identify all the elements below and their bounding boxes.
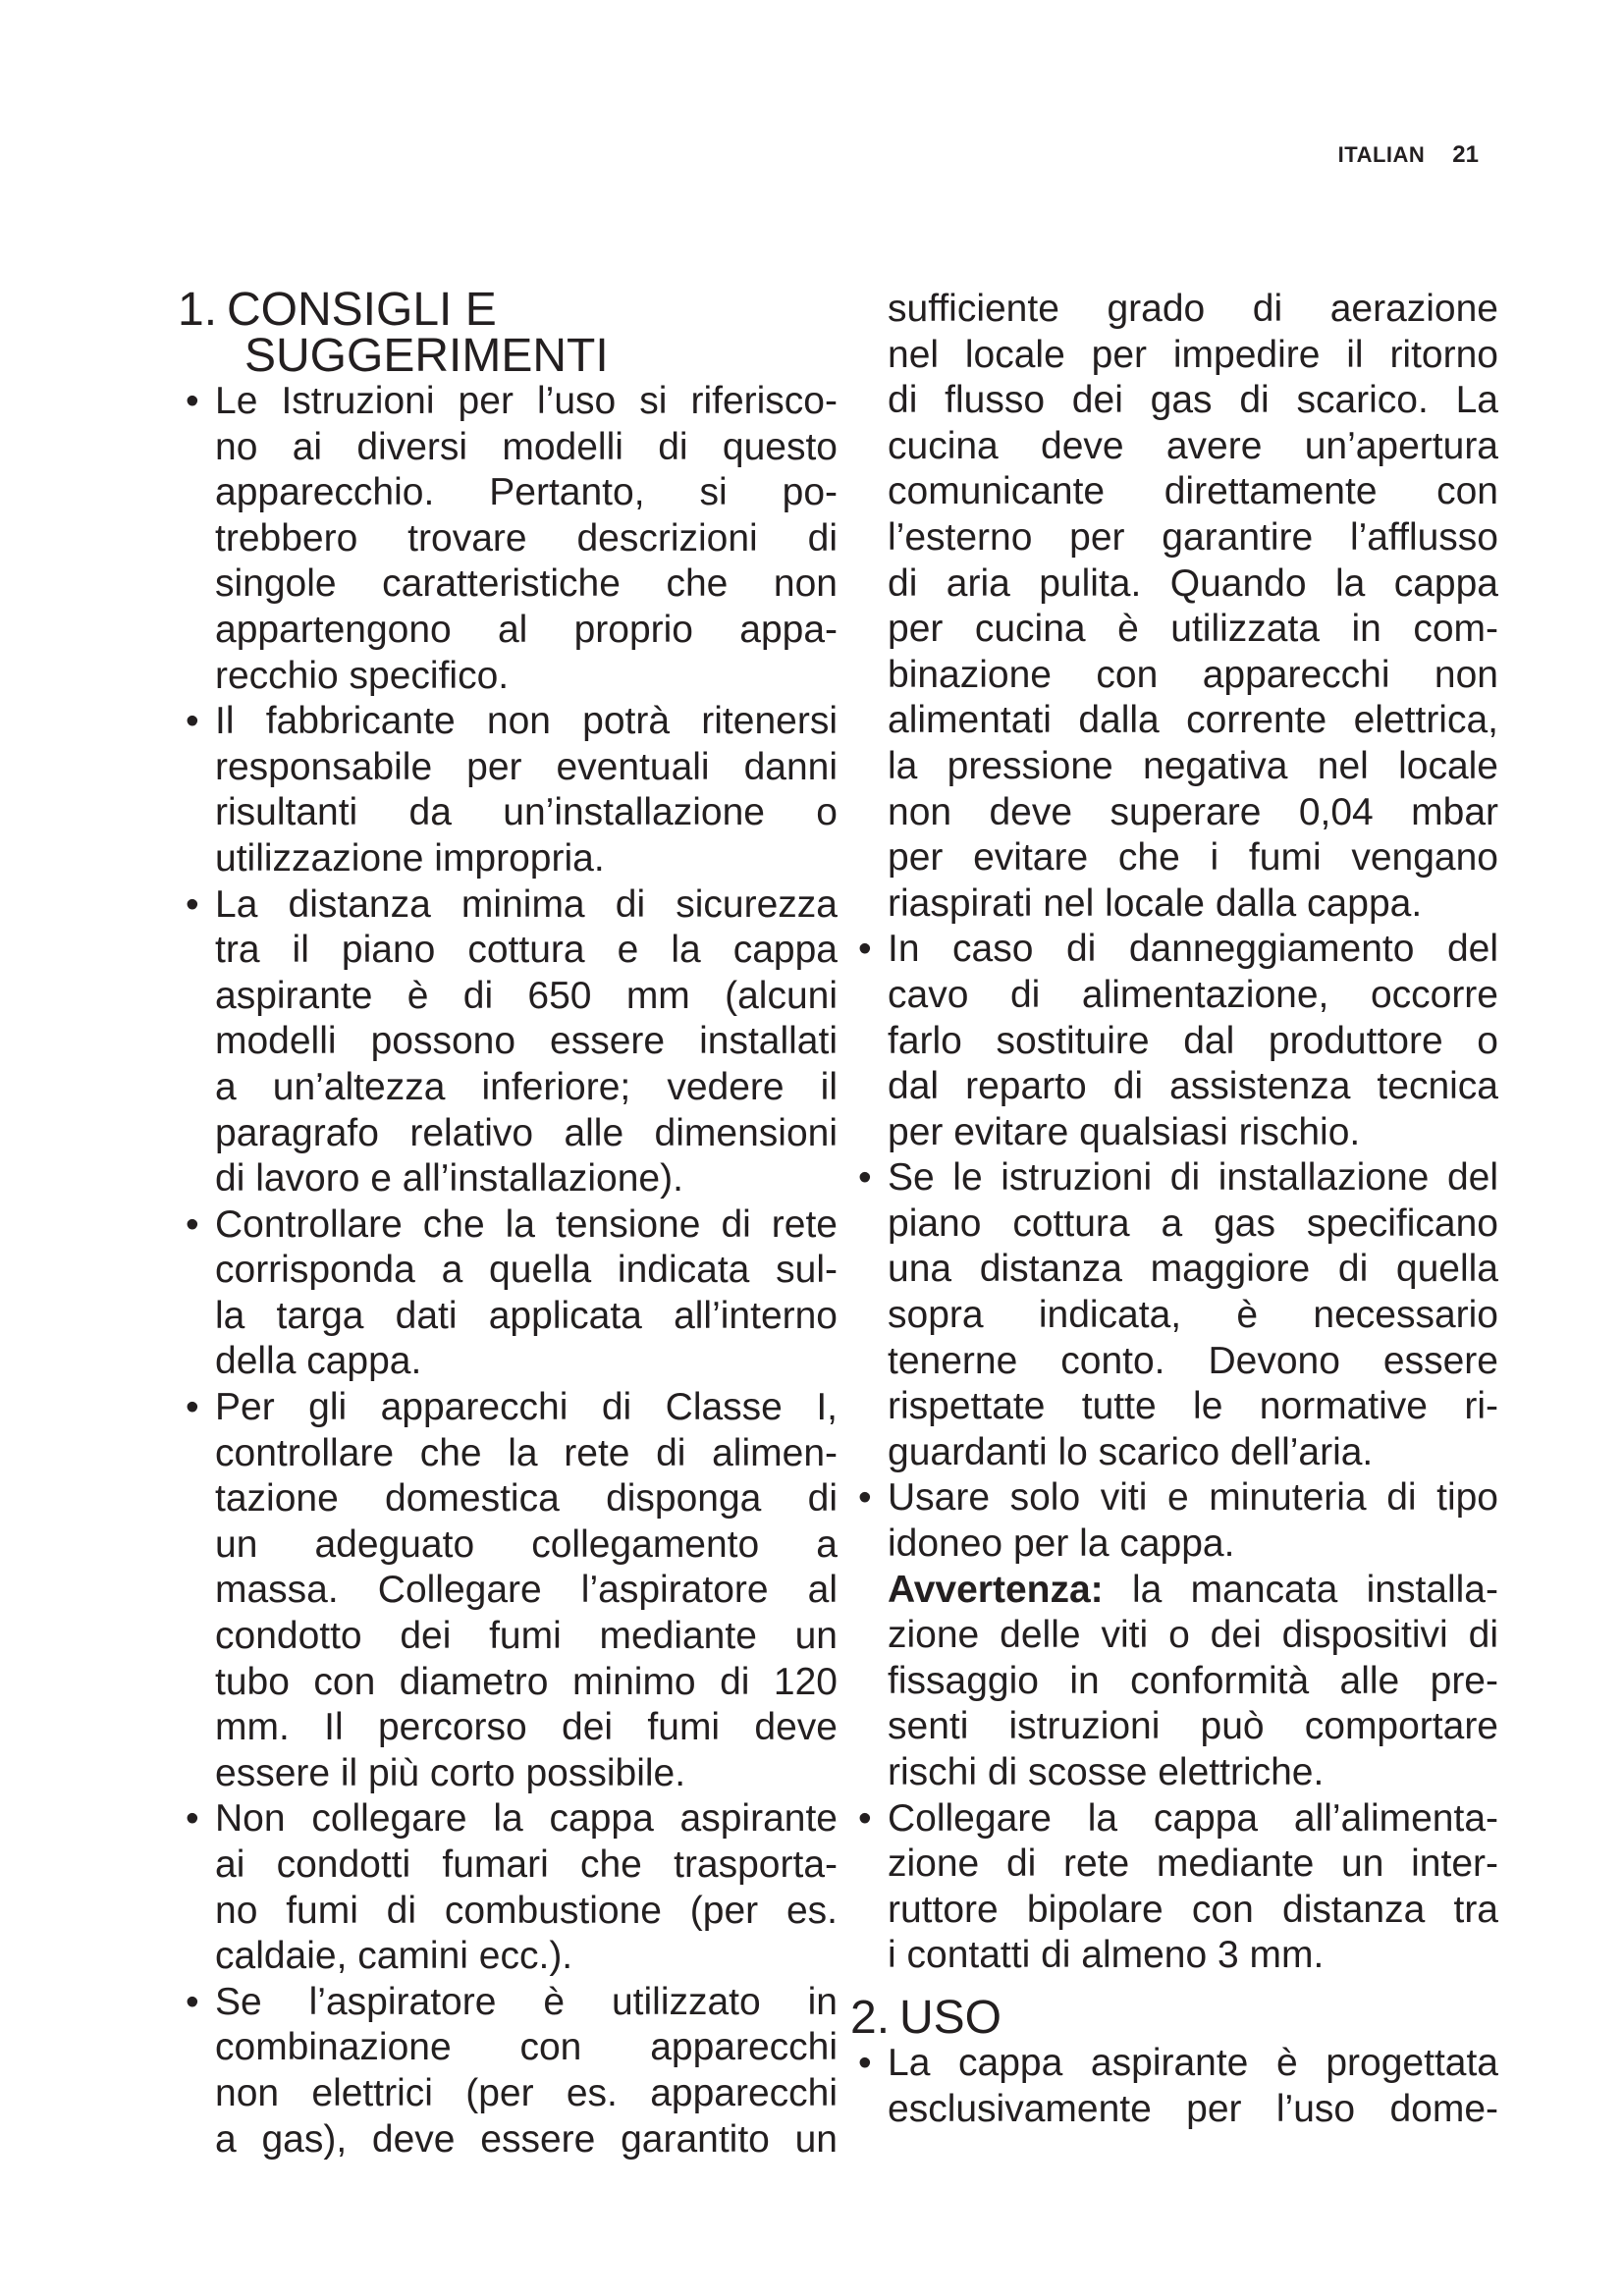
bullet-item xyxy=(850,1155,1498,1475)
continued-paragraph xyxy=(850,287,1498,927)
text-line: esclusivamente per l’uso dome- xyxy=(888,2087,1498,2130)
bullet-item xyxy=(850,927,1498,1155)
warning-first-line: la mancata installa- xyxy=(1103,1568,1498,1611)
page-header xyxy=(1338,141,1479,169)
text-line: no fumi di combustione (per es. xyxy=(215,1889,838,1932)
text-line: non elettrici (per es. apparecchi xyxy=(215,2071,838,2114)
text-line: paragrafo relativo alle dimensioni xyxy=(215,1111,838,1154)
text-line: a un’altezza inferiore; vedere il xyxy=(215,1065,838,1108)
text-line: tra il piano cottura e la cappa xyxy=(215,929,838,972)
warning-label: Avvertenza: xyxy=(888,1568,1104,1611)
section-2-heading xyxy=(850,1991,1498,2044)
text-line: controllare che la rete di alimen- xyxy=(215,1431,838,1474)
text-line: sufficiente grado di aerazione xyxy=(888,288,1498,330)
text-line: aspirante è di 650 mm (alcuni xyxy=(215,974,838,1017)
text-line: ruttore bipolare con distanza tra xyxy=(888,1888,1498,1931)
bullet-icon: • xyxy=(858,1476,872,1520)
right-column xyxy=(850,287,1498,2132)
text-line: i contatti di almeno 3 mm. xyxy=(888,1934,1325,1977)
text-line: riaspirati nel locale dalla cappa. xyxy=(888,881,1423,925)
section-1-heading xyxy=(178,284,838,382)
text-line: combinazione con apparecchi xyxy=(215,2026,838,2069)
text-line: di flusso dei gas di scarico. La xyxy=(888,379,1498,422)
text-line: dal reparto di assistenza tecnica xyxy=(888,1065,1498,1108)
warning-paragraph xyxy=(850,1568,1498,1796)
text-line: appartengono al proprio appa- xyxy=(215,608,838,651)
text-line: la targa dati applicata all’interno xyxy=(215,1294,838,1337)
text-line: corrisponda a quella indicata sul- xyxy=(215,1249,838,1292)
text-line: zione delle viti o dei dispositivi di xyxy=(888,1614,1498,1657)
text-line: ai condotti fumari che trasporta- xyxy=(215,1843,838,1886)
text-line: risultanti da un’installazione o xyxy=(215,791,838,834)
text-line: senti istruzioni può comportare xyxy=(888,1705,1498,1748)
text-line: utilizzazione impropria. xyxy=(215,836,605,880)
bullet-item xyxy=(178,1202,838,1385)
bullet-item xyxy=(178,699,838,881)
text-line: La distanza minima di sicurezza xyxy=(215,882,838,926)
text-line: tenerne conto. Devono essere xyxy=(888,1339,1498,1382)
text-line: non deve superare 0,04 mbar xyxy=(888,790,1498,833)
text-line: tazione domestica disponga di xyxy=(215,1477,838,1521)
text-line: rischi di scosse elettriche. xyxy=(888,1751,1325,1793)
text-line: Se l’aspiratore è utilizzato in xyxy=(215,1980,838,2023)
text-line: fissaggio in conformità alle pre- xyxy=(888,1659,1498,1702)
text-line: alimentati dalla corrente elettrica, xyxy=(888,699,1498,742)
bullet-icon: • xyxy=(186,700,199,743)
bullet-icon: • xyxy=(186,1202,199,1246)
text-line: di aria pulita. Quando la cappa xyxy=(888,561,1498,605)
text-line: Per gli apparecchi di Classe I, xyxy=(215,1386,838,1429)
text-line: piano cottura a gas specificano xyxy=(888,1201,1498,1245)
bullet-item xyxy=(178,882,838,1202)
text-line: Le Istruzioni per l’uso si riferisco- xyxy=(215,380,838,422)
text-line: caldaie, camini ecc.). xyxy=(215,1935,573,1978)
text-line: massa. Collegare l’aspiratore al xyxy=(215,1569,838,1612)
section-2-bullet-list xyxy=(850,2041,1498,2132)
section-1-number: 1. xyxy=(178,284,218,336)
text-line: a gas), deve essere garantito un xyxy=(215,2117,838,2161)
bullet-icon: • xyxy=(858,1796,872,1840)
text-line: idoneo per la cappa. xyxy=(888,1522,1235,1566)
text-line: rispettate tutte le normative ri- xyxy=(888,1385,1498,1428)
bullet-icon: • xyxy=(858,928,872,971)
text-line: modelli possono essere installati xyxy=(215,1020,838,1063)
bullet-icon: • xyxy=(186,882,199,926)
text-line: nel locale per impedire il ritorno xyxy=(888,333,1498,376)
bullet-icon: • xyxy=(186,1797,199,1841)
text-line: essere il più corto possibile. xyxy=(215,1751,686,1794)
text-line: sopra indicata, è necessario xyxy=(888,1294,1498,1337)
section-2-title: USO xyxy=(899,1991,1002,2044)
language-label: ITALIAN xyxy=(1337,142,1426,167)
text-line: Il fabbricante non potrà ritenersi xyxy=(215,700,838,743)
page-number: 21 xyxy=(1452,141,1479,168)
text-line: una distanza maggiore di quella xyxy=(888,1248,1498,1291)
text-line: Se le istruzioni di installazione del xyxy=(888,1156,1498,1200)
text-line: la pressione negativa nel locale xyxy=(888,744,1498,787)
text-line: trebbero trovare descrizioni di xyxy=(215,516,838,560)
text-line: In caso di danneggiamento del xyxy=(888,928,1498,971)
right-bullet-list-2 xyxy=(850,1796,1498,1979)
text-line: singole caratteristiche che non xyxy=(215,562,838,606)
text-line: per evitare che i fumi vengano xyxy=(888,836,1498,880)
bullet-item xyxy=(850,1796,1498,1979)
bullet-icon: • xyxy=(186,1980,199,2023)
text-line: responsabile per eventuali danni xyxy=(215,745,838,788)
text-line: Usare solo viti e minuteria di tipo xyxy=(888,1476,1498,1520)
text-line: comunicante direttamente con xyxy=(888,470,1498,513)
text-line: apparecchio. Pertanto, si po- xyxy=(215,471,838,514)
text-line: Controllare che la tensione di rete xyxy=(215,1202,838,1246)
text-line: cucina deve avere un’apertura xyxy=(888,424,1498,467)
text-line: cavo di alimentazione, occorre xyxy=(888,973,1498,1016)
text-line: l’esterno per garantire l’afflusso xyxy=(888,515,1498,559)
bullet-icon: • xyxy=(186,1386,199,1429)
bullet-item xyxy=(178,1980,838,2163)
text-line: di lavoro e all’installazione). xyxy=(215,1157,683,1201)
text-line: della cappa. xyxy=(215,1340,422,1383)
text-line: condotto dei fumi mediante un xyxy=(215,1615,838,1658)
text-line: mm. Il percorso dei fumi deve xyxy=(215,1706,838,1749)
text-line: farlo sostituire dal produttore o xyxy=(888,1019,1498,1062)
section-1-title-line2: SUGGERIMENTI xyxy=(244,330,609,382)
left-bullet-list xyxy=(178,379,838,2163)
bullet-item xyxy=(178,1796,838,1979)
bullet-icon: • xyxy=(186,380,199,422)
text-line: Non collegare la cappa aspirante xyxy=(215,1797,838,1841)
text-line: tubo con diametro minimo di 120 xyxy=(215,1660,838,1703)
bullet-item xyxy=(178,1385,838,1796)
text-line: recchio specifico. xyxy=(215,654,510,697)
left-column xyxy=(178,284,838,2163)
text-line: guardanti lo scarico dell’aria. xyxy=(888,1430,1374,1473)
bullet-icon: • xyxy=(858,2041,872,2084)
text-line: binazione con apparecchi non xyxy=(888,653,1498,696)
bullet-icon: • xyxy=(858,1156,872,1200)
text-line: per evitare qualsiasi rischio. xyxy=(888,1110,1361,1153)
text-line: un adeguato collegamento a xyxy=(215,1522,838,1566)
section-1-title-line1: CONSIGLI E xyxy=(227,284,497,336)
bullet-item xyxy=(850,1475,1498,1567)
text-line: La cappa aspirante è progettata xyxy=(888,2041,1498,2084)
right-bullet-list xyxy=(850,927,1498,1567)
section-2-number: 2. xyxy=(850,1991,891,2044)
bullet-item xyxy=(178,379,838,699)
text-line: Collegare la cappa all’alimenta- xyxy=(888,1796,1498,1840)
text-line: no ai diversi modelli di questo xyxy=(215,425,838,468)
text-line: per cucina è utilizzata in com- xyxy=(888,608,1498,651)
text-line: zione di rete mediante un inter- xyxy=(888,1842,1498,1886)
bullet-item xyxy=(850,2041,1498,2132)
